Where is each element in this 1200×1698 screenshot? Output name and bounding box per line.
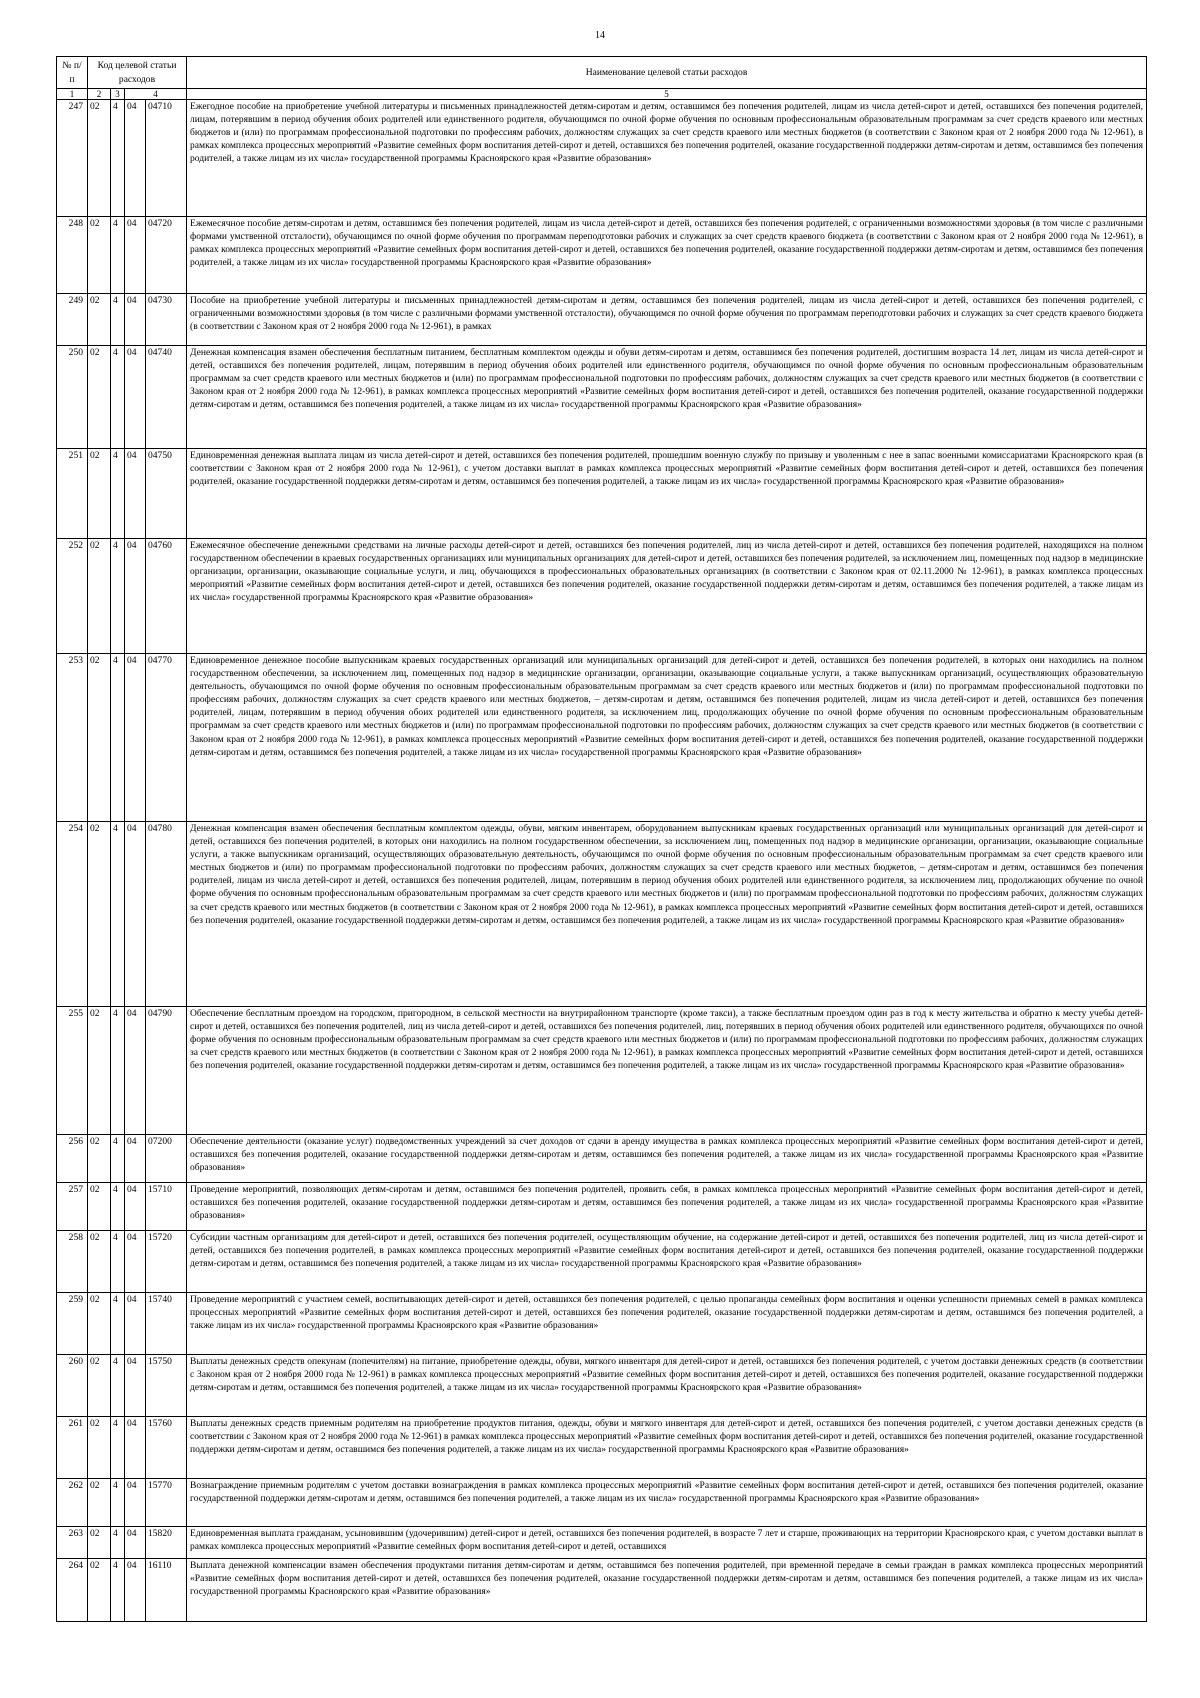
- code-program-cell: 02: [88, 1559, 111, 1622]
- budget-table: [56, 56, 1147, 1622]
- table-row: [57, 100, 1147, 217]
- code-program-cell: 02: [88, 1135, 111, 1183]
- page-number: 14: [595, 30, 605, 41]
- code-program-cell: 02: [88, 539, 111, 654]
- code-complex-cell: 04: [125, 1559, 146, 1622]
- row-name-cell: Единовременная выплата гражданам, усыновившим (удочерившим) детей-сирот и детей, оставшихся без попечения родителей, в возрасте 7 лет и старше, проживающих на территории Красноярского края, с учетом доставки выплат в рамках комплекса процессных мероприятий «Развитие семейных форм воспитания детей-сирот и детей, оставшихся: [187, 1527, 1147, 1559]
- code-program-cell: 02: [88, 1231, 111, 1293]
- table-row: [57, 1135, 1147, 1183]
- code-program-cell: 02: [88, 1293, 111, 1355]
- code-program-cell: 02: [88, 1417, 111, 1479]
- header-name: Наименование целевой статьи расходов: [187, 57, 1147, 89]
- row-number-cell: 258: [57, 1231, 88, 1293]
- code-subprogram-cell: 4: [111, 1135, 125, 1183]
- header-index: 2: [88, 89, 111, 100]
- table-row: [57, 654, 1147, 822]
- table-row: [57, 1559, 1147, 1622]
- row-number-cell: 264: [57, 1559, 88, 1622]
- code-subprogram-cell: 4: [111, 100, 125, 217]
- row-name-cell: Ежемесячное пособие детям-сиротам и детям, оставшимся без попечения родителей, лицам из числа детей-сирот и детей, оставшихся без попечения родителей, с ограниченными возможностями здоровья (в том числе с различными формами умственной отсталости), обучающимся по очной форме обучения по программам переподготовки рабочих и служащих за счет средств краевого бюджета (в соответствии с Законом края от 2 ноября 2000 года № 12-961), в рамках комплекса процессных мероприятий «Развитие семейных форм воспитания детей-сирот и детей, оставшихся без попечения родителей, оказание государственной поддержки детям-сиротам и детям, оставшимся без попечения родителей, а также лицам из их числа» государственной программы Красноярского края «Развитие образования»: [187, 217, 1147, 294]
- row-name-cell: Проведение мероприятий с участием семей, воспитывающих детей-сирот и детей, оставшихся без попечения родителей, с целью пропаганды семейных форм воспитания и оценки успешности приемных семей в рамках комплекса процессных мероприятий «Развитие семейных форм воспитания детей-сирот и детей, оставшихся без попечения родителей, оказание государственной поддержки детям-сиротам и детям, оставшимся без попечения родителей, а также лицам из их числа» государственной программы Красноярского края «Развитие образования»: [187, 1293, 1147, 1355]
- table-row: [57, 1417, 1147, 1479]
- row-name-cell: Единовременная денежная выплата лицам из числа детей-сирот и детей, оставшихся без попечения родителей, прошедшим военную службу по призыву и уволенным с нее в запас военными комиссариатами Красноярского края (в соответствии с Законом края от 2 ноября 2000 года № 12-961), с учетом доставки выплат в рамках комплекса процессных мероприятий «Развитие семейных форм воспитания детей-сирот и детей, оставшихся без попечения родителей, оказание государственной поддержки детям-сиротам и детям, оставшимся без попечения родителей, а также лицам из их числа» государственной программы Красноярского края «Развитие образования»: [187, 449, 1147, 539]
- row-name-cell: Денежная компенсация взамен обеспечения бесплатным питанием, бесплатным комплектом одежды и обуви детям-сиротам и детям, оставшимся без попечения родителей, достигшим возраста 14 лет, лицам из числа детей-сирот и детей, оставшихся без попечения родителей, лицам, потерявшим в период обучения обоих родителей или единственного родителя, обучающимся по очной форме обучения по основным профессиональным образовательным программам за счет средств краевого или местных бюджетов и (или) по программам профессиональной подготовки по профессиям рабочих, должностям служащих за счет средств краевого или местных бюджетов (в соответствии с Законом края от 2 ноября 2000 года № 12-961), в рамках комплекса процессных мероприятий «Развитие семейных форм воспитания детей-сирот и детей, оставшихся без попечения родителей, оказание государственной поддержки детям-сиротам и детям, оставшимся без попечения родителей, а также лицам из их числа» государственной программы Красноярского края «Развитие образования»: [187, 346, 1147, 449]
- code-program-cell: 02: [88, 100, 111, 217]
- code-direction-cell: 04770: [146, 654, 187, 822]
- table-row: [57, 1527, 1147, 1559]
- row-number-cell: 262: [57, 1479, 88, 1527]
- code-complex-cell: 04: [125, 294, 146, 346]
- row-number-cell: 256: [57, 1135, 88, 1183]
- code-direction-cell: 15720: [146, 1231, 187, 1293]
- code-complex-cell: 04: [125, 217, 146, 294]
- row-number-cell: 261: [57, 1417, 88, 1479]
- table-row: [57, 822, 1147, 1007]
- code-subprogram-cell: 4: [111, 1007, 125, 1135]
- row-name-cell: Ежегодное пособие на приобретение учебной литературы и письменных принадлежностей детям-сиротам и детям, оставшимся без попечения родителей, лицам из числа детей-сирот и детей, оставшихся без попечения родителей, лицам, потерявшим в период обучения обоих родителей или единственного родителя, обучающимся по очной форме обучения по основным профессиональным образовательным программам за счет средств краевого или местных бюджетов и (или) по программам профессиональной подготовки по профессиям рабочих, должностям служащих за счет средств краевого или местных бюджетов (в соответствии с Законом края от 2 ноября 2000 года № 12-961), в рамках комплекса процессных мероприятий «Развитие семейных форм воспитания детей-сирот и детей, оставшихся без попечения родителей, оказание государственной поддержки детям-сиротам и детям, оставшимся без попечения родителей, а также лицам из их числа» государственной программы Красноярского края «Развитие образования»: [187, 100, 1147, 217]
- code-program-cell: 02: [88, 294, 111, 346]
- code-subprogram-cell: 4: [111, 1231, 125, 1293]
- header-code: Код целевой статьи расходов: [88, 57, 187, 89]
- code-direction-cell: 04760: [146, 539, 187, 654]
- code-subprogram-cell: 4: [111, 1417, 125, 1479]
- code-complex-cell: 04: [125, 1355, 146, 1417]
- table-row: [57, 1355, 1147, 1417]
- row-number-cell: 255: [57, 1007, 88, 1135]
- row-number-cell: 247: [57, 100, 88, 217]
- table-row: [57, 1183, 1147, 1231]
- table-row: [57, 346, 1147, 449]
- code-direction-cell: 04750: [146, 449, 187, 539]
- code-complex-cell: 04: [125, 1183, 146, 1231]
- code-subprogram-cell: 4: [111, 294, 125, 346]
- code-direction-cell: 04710: [146, 100, 187, 217]
- code-complex-cell: 04: [125, 1293, 146, 1355]
- table-row: [57, 449, 1147, 539]
- row-number-cell: 259: [57, 1293, 88, 1355]
- row-number-cell: 250: [57, 346, 88, 449]
- code-complex-cell: 04: [125, 1527, 146, 1559]
- code-program-cell: 02: [88, 1183, 111, 1231]
- row-name-cell: Пособие на приобретение учебной литературы и письменных принадлежностей детям-сиротам и детям, оставшимся без попечения родителей, лицам из числа детей-сирот и детей, оставшихся без попечения родителей, с ограниченными возможностями здоровья (в том числе с различными формами умственной отсталости), обучающимся по очной форме обучения по программам переподготовки рабочих и служащих за счет средств краевого бюджета (в соответствии с Законом края от 2 ноября 2000 года № 12-961), в рамках: [187, 294, 1147, 346]
- row-number-cell: 248: [57, 217, 88, 294]
- row-name-cell: Выплаты денежных средств опекунам (попечителям) на питание, приобретение одежды, обуви, мягкого инвентаря для детей-сирот и детей, оставшихся без попечения родителей, с учетом доставки денежных средств (в соответствии с Законом края от 2 ноября 2000 года № 12-961) в рамках комплекса процессных мероприятий «Развитие семейных форм воспитания детей-сирот и детей, оставшихся без попечения родителей, оказание государственной поддержки детям-сиротам и детям, оставшимся без попечения родителей, а также лицам из их числа» государственной программы Красноярского края «Развитие образования»: [187, 1355, 1147, 1417]
- code-subprogram-cell: 4: [111, 1479, 125, 1527]
- code-direction-cell: 16110: [146, 1559, 187, 1622]
- row-name-cell: Выплата денежной компенсации взамен обеспечения продуктами питания детям-сиротам и детям, оставшимся без попечения родителей, при временной передаче в семьи граждан в рамках комплекса процессных мероприятий «Развитие семейных форм воспитания детей-сирот и детей, оставшихся без попечения родителей, оказание государственной поддержки детям-сиротам и детям, оставшимся без попечения родителей, а также лицам из их числа» государственной программы Красноярского края «Развитие образования»: [187, 1559, 1147, 1622]
- row-name-cell: Обеспечение деятельности (оказание услуг) подведомственных учреждений за счет доходов от сдачи в аренду имущества в рамках комплекса процессных мероприятий «Развитие семейных форм воспитания детей-сирот и детей, оставшихся без попечения родителей, оказание государственной поддержки детям-сиротам и детям, оставшимся без попечения родителей, а также лицам из их числа» государственной программы Красноярского края «Развитие образования»: [187, 1135, 1147, 1183]
- code-complex-cell: 04: [125, 449, 146, 539]
- row-name-cell: Выплаты денежных средств приемным родителям на приобретение продуктов питания, одежды, обуви и мягкого инвентаря для детей-сирот и детей, оставшихся без попечения родителей, с учетом доставки денежных средств (в соответствии с Законом края от 2 ноября 2000 года № 12-961) в рамках комплекса процессных мероприятий «Развитие семейных форм воспитания детей-сирот и детей, оставшихся без попечения родителей, оказание государственной поддержки детям-сиротам и детям, оставшимся без попечения родителей, а также лицам из их числа» государственной программы Красноярского края «Развитие образования»: [187, 1417, 1147, 1479]
- row-number-cell: 260: [57, 1355, 88, 1417]
- header-index: 3: [111, 89, 125, 100]
- code-subprogram-cell: 4: [111, 1293, 125, 1355]
- code-program-cell: 02: [88, 1355, 111, 1417]
- code-direction-cell: 04780: [146, 822, 187, 1007]
- row-number-cell: 257: [57, 1183, 88, 1231]
- code-direction-cell: 15770: [146, 1479, 187, 1527]
- code-complex-cell: 04: [125, 1007, 146, 1135]
- code-program-cell: 02: [88, 449, 111, 539]
- code-direction-cell: 15740: [146, 1293, 187, 1355]
- code-subprogram-cell: 4: [111, 217, 125, 294]
- row-name-cell: Единовременное денежное пособие выпускникам краевых государственных организаций или муниципальных организаций для детей-сирот и детей, оставшихся без попечения родителей, в которых они находились на полном государственном обеспечении, за исключением лиц, помещенных под надзор в медицинские организации, организации, оказывающие социальные услуги, а также выпускникам организаций, осуществляющих образовательную деятельность, обучающимся по очной форме обучения по основным профессиональным образовательным программам за счет средств краевого или местных бюджетов и (или) по программам профессиональной подготовки по профессиям рабочих, должностям служащих за счет средств краевого или местных бюджетов, – детям-сиротам и детям, оставшимся без попечения родителей, лицам из числа детей-сирот и детей, оставшихся без попечения родителей, лицам, потерявшим в период обучения обоих родителей или единственного родителя, за исключением лиц, продолжающих обучение по очной форме обучения по основным профессиональным образовательным программам за счет средств краевого или местных бюджетов и (или) по программам профессиональной подготовки по профессиям рабочих, должностям служащих за счет средств краевого или местных бюджетов (в соответствии с Законом края от 2 ноября 2000 года № 12-961), в рамках комплекса процессных мероприятий «Развитие семейных форм воспитания детей-сирот и детей, оставшихся без попечения родителей, оказание государственной поддержки детям-сиротам и детям, оставшимся без попечения родителей, а также лицам из их числа» государственной программы Красноярского края «Развитие образования»: [187, 654, 1147, 822]
- row-number-cell: 263: [57, 1527, 88, 1559]
- code-subprogram-cell: 4: [111, 346, 125, 449]
- row-name-cell: Субсидии частным организациям для детей-сирот и детей, оставшихся без попечения родителей, осуществляющим обучение, на содержание детей-сирот и детей, оставшихся без попечения родителей, лиц из числа детей-сирот и детей, оставшихся без попечения родителей, в рамках комплекса процессных мероприятий «Развитие семейных форм воспитания детей-сирот и детей, оставшихся без попечения родителей, оказание государственной поддержки детям-сиротам и детям, оставшимся без попечения родителей, а также лицам из их числа» государственной программы Красноярского края «Развитие образования»: [187, 1231, 1147, 1293]
- row-name-cell: Обеспечение бесплатным проездом на городском, пригородном, в сельской местности на внутрирайонном транспорте (кроме такси), а также бесплатным проездом один раз в год к месту жительства и обратно к месту учебы детей-сирот и детей, оставшихся без попечения родителей, лиц из числа детей-сирот и детей, оставшихся без попечения родителей, лиц, потерявших в период обучения обоих родителей или единственного родителя, обучающихся по очной форме обучения по основным профессиональным образовательным программам за счет средств краевого или местных бюджетов и (или) по программам профессиональной подготовки по профессиям рабочих, должностям служащих за счет средств краевого или местных бюджетов (в соответствии с Законом края от 2 ноября 2000 года № 12-961), в рамках комплекса процессных мероприятий «Развитие семейных форм воспитания детей-сирот и детей, оставшихся без попечения родителей, оказание государственной поддержки детям-сиротам и детям, оставшимся без попечения родителей, а также лицам из их числа» государственной программы Красноярского края «Развитие образования»: [187, 1007, 1147, 1135]
- code-direction-cell: 15710: [146, 1183, 187, 1231]
- code-complex-cell: 04: [125, 1479, 146, 1527]
- code-program-cell: 02: [88, 654, 111, 822]
- code-complex-cell: 04: [125, 654, 146, 822]
- code-program-cell: 02: [88, 1479, 111, 1527]
- table-row: [57, 294, 1147, 346]
- row-number-cell: 254: [57, 822, 88, 1007]
- table-row: [57, 539, 1147, 654]
- row-name-cell: Вознаграждение приемным родителям с учетом доставки вознаграждения в рамках комплекса процессных мероприятий «Развитие семейных форм воспитания детей-сирот и детей, оставшихся без попечения родителей, оказание государственной поддержки детям-сиротам и детям, оставшимся без попечения родителей, а также лицам из их числа» государственной программы Красноярского края «Развитие образования»: [187, 1479, 1147, 1527]
- code-subprogram-cell: 4: [111, 1559, 125, 1622]
- code-subprogram-cell: 4: [111, 654, 125, 822]
- row-name-cell: Денежная компенсация взамен обеспечения бесплатным комплектом одежды, обуви, мягким инвентарем, оборудованием выпускникам краевых государственных организаций или муниципальных организаций для детей-сирот и детей, оставшихся без попечения родителей, в которых они находились на полном государственном обеспечении, за исключением лиц, помещенных под надзор в медицинские организации, организации, оказывающие социальные услуги, а также выпускникам организаций, осуществляющих образовательную деятельность, обучающимся по очной форме обучения по основным профессиональным образовательным программам за счет средств краевого или местных бюджетов и (или) по программам профессиональной подготовки по профессиям рабочих, должностям служащих за счет средств краевого или местных бюджетов, – детям-сиротам и детям, оставшимся без попечения родителей, лицам из числа детей-сирот и детей, оставшихся без попечения родителей, лицам, потерявшим в период обучения обоих родителей или единственного родителя, за исключением лиц, продолжающих обучение по очной форме обучения по основным профессиональным образовательным программам за счет средств краевого или местных бюджетов и (или) по программам профессиональной подготовки по профессиям рабочих, должностям служащих за счет средств краевого или местных бюджетов (в соответствии с Законом края от 2 ноября 2000 года № 12-961), в рамках комплекса процессных мероприятий «Развитие семейных форм воспитания детей-сирот и детей, оставшихся без попечения родителей, оказание государственной поддержки детям-сиротам и детям, оставшимся без попечения родителей, а также лицам из их числа» государственной программы Красноярского края «Развитие образования»: [187, 822, 1147, 1007]
- header-index: 1: [57, 89, 88, 100]
- code-subprogram-cell: 4: [111, 822, 125, 1007]
- header-index: 4: [125, 89, 187, 100]
- code-direction-cell: 04720: [146, 217, 187, 294]
- header-number: № п/п: [57, 57, 88, 89]
- table-row: [57, 1231, 1147, 1293]
- row-number-cell: 253: [57, 654, 88, 822]
- code-subprogram-cell: 4: [111, 449, 125, 539]
- code-complex-cell: 04: [125, 1135, 146, 1183]
- row-number-cell: 249: [57, 294, 88, 346]
- code-program-cell: 02: [88, 1007, 111, 1135]
- code-subprogram-cell: 4: [111, 539, 125, 654]
- code-direction-cell: 04730: [146, 294, 187, 346]
- code-complex-cell: 04: [125, 539, 146, 654]
- table-row: [57, 1293, 1147, 1355]
- code-subprogram-cell: 4: [111, 1527, 125, 1559]
- code-complex-cell: 04: [125, 100, 146, 217]
- code-direction-cell: 15750: [146, 1355, 187, 1417]
- code-complex-cell: 04: [125, 1231, 146, 1293]
- code-direction-cell: 04740: [146, 346, 187, 449]
- row-name-cell: Проведение мероприятий, позволяющих детям-сиротам и детям, оставшимся без попечения родителей, проявить себя, в рамках комплекса процессных мероприятий «Развитие семейных форм воспитания детей-сирот и детей, оставшихся без попечения родителей, оказание государственной поддержки детям-сиротам и детям, оставшимся без попечения родителей, а также лицам из их числа» государственной программы Красноярского края «Развитие образования»: [187, 1183, 1147, 1231]
- code-direction-cell: 15760: [146, 1417, 187, 1479]
- code-subprogram-cell: 4: [111, 1183, 125, 1231]
- code-program-cell: 02: [88, 822, 111, 1007]
- code-complex-cell: 04: [125, 346, 146, 449]
- code-direction-cell: 07200: [146, 1135, 187, 1183]
- code-program-cell: 02: [88, 346, 111, 449]
- code-program-cell: 02: [88, 217, 111, 294]
- table-row: [57, 1479, 1147, 1527]
- code-direction-cell: 04790: [146, 1007, 187, 1135]
- table-row: [57, 1007, 1147, 1135]
- code-direction-cell: 15820: [146, 1527, 187, 1559]
- table-row: [57, 217, 1147, 294]
- code-complex-cell: 04: [125, 1417, 146, 1479]
- row-number-cell: 251: [57, 449, 88, 539]
- code-subprogram-cell: 4: [111, 1355, 125, 1417]
- row-number-cell: 252: [57, 539, 88, 654]
- header-index: 5: [187, 89, 1147, 100]
- code-program-cell: 02: [88, 1527, 111, 1559]
- row-name-cell: Ежемесячное обеспечение денежными средствами на личные расходы детей-сирот и детей, оставшихся без попечения родителей, лиц из числа детей-сирот и детей, оставшихся без попечения родителей, находящихся на полном государственном обеспечении в краевых государственных организациях или муниципальных организациях для детей-сирот и детей, оставшихся без попечения родителей, за исключением лиц, помещенных под надзор в медицинские организации, организации, оказывающие социальные услуги, и лиц, обучающихся в профессиональных образовательных организациях (в соответствии с Законом края от 02.11.2000 № 12-961), в рамках комплекса процессных мероприятий «Развитие семейных форм воспитания детей-сирот и детей, оставшихся без попечения родителей, оказание государственной поддержки детям-сиротам и детям, оставшимся без попечения родителей, а также лицам из их числа» государственной программы Красноярского края «Развитие образования»: [187, 539, 1147, 654]
- code-complex-cell: 04: [125, 822, 146, 1007]
